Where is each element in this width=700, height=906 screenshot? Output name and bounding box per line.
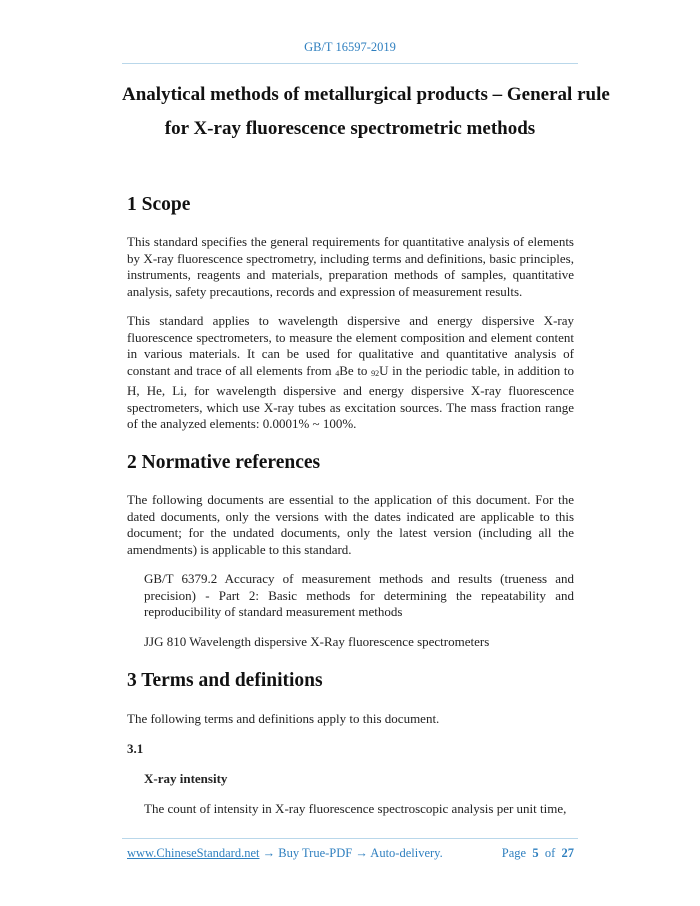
atomic-number-u: 92: [371, 369, 380, 379]
page-indicator: Page 5 of 27: [501, 846, 574, 860]
section-heading-normative-references: 2 Normative references: [127, 452, 321, 473]
website-link[interactable]: www.ChineseStandard.net: [127, 846, 260, 860]
document-title-line-1: Analytical methods of metallurgical products – General rule: [122, 84, 610, 105]
term-name: X-ray intensity: [144, 771, 228, 786]
reference-item-gbt-6379-2: GB/T 6379.2 Accuracy of measurement methods and results (trueness and precision) - Part 2: Basic methods for determining the repeatability and reproducibility of standard measurement methods: [144, 571, 574, 620]
section-heading-terms: 3 Terms and definitions: [127, 670, 323, 691]
term-definition: The count of intensity in X-ray fluorescence spectroscopic analysis per unit time,: [144, 801, 567, 816]
atomic-number-be: 4: [335, 369, 340, 379]
footer-promo: [127, 846, 443, 861]
footer-tagline: → Buy True-PDF → Auto-delivery.: [259, 846, 443, 860]
normative-paragraph: The following documents are essential to the application of this document. For the dated documents, only the versions with the dates indicated are applicable to this document; for the undated documents, only the latest version (including all the amendments) is applicable to this standard.: [127, 492, 574, 558]
footer-rule: [122, 838, 578, 839]
running-header: GB/T 16597-2019: [304, 40, 396, 54]
terms-intro: The following terms and definitions apply to this document.: [127, 711, 440, 726]
scope-paragraph-1: This standard specifies the general requirements for quantitative analysis of elements by X-ray fluorescence spectrometry, including terms and definitions, basic principles, instruments, reagents and materials, preparation methods of samples, quantitative analysis, safety precautions, records and expression of measurement results.: [127, 234, 574, 300]
scope-paragraph-2: This standard applies to wavelength dispersive and energy dispersive X-ray fluorescence spectrometers, to measure the element composition and element content in various materials. It can be used for qualitative and quantitative analysis of constant and trace of all elements from $_4$Be to $_{92}$U in the periodic table, in addition to H, He, Li, for wavelength dispersive and energy dispersive X-ray fluorescence spectrometers, which use X-ray tubes as excitation sources. The mass fraction range of the analyzed elements: 0.0001% ~ 100%.: [127, 313, 574, 432]
clause-number: 3.1: [127, 741, 144, 756]
reference-item-jjg-810: JJG 810 Wavelength dispersive X-Ray fluorescence spectrometers: [144, 634, 490, 649]
header-rule: [122, 63, 578, 64]
current-page: 5: [532, 846, 539, 860]
section-heading-scope: 1 Scope: [127, 194, 191, 215]
document-title-line-2: for X-ray fluorescence spectrometric methods: [164, 118, 536, 139]
total-pages: 27: [561, 846, 574, 860]
